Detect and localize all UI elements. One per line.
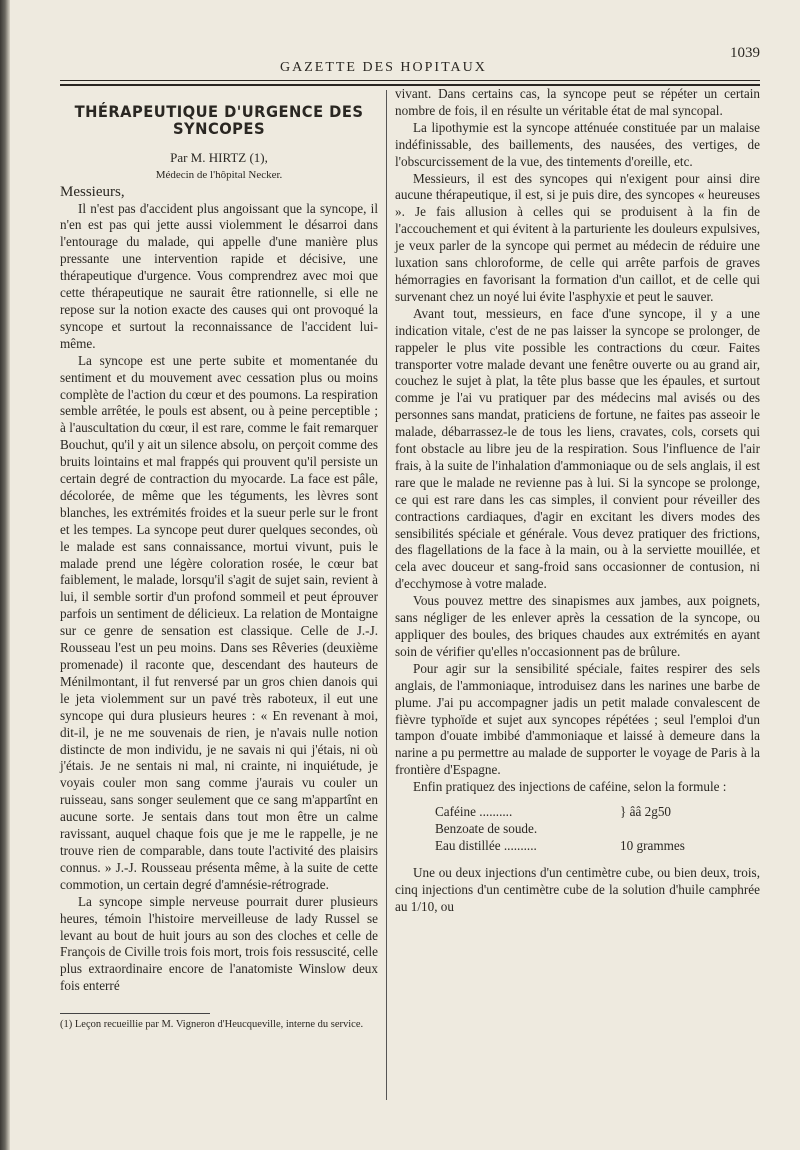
paragraph: La lipothymie est la syncope atténuée constituée par un malaise indéfinissable, des baillements, des nausées, des vertiges, de l'obscurcissement de la vue, des tintements d'oreille, etc. <box>395 119 760 169</box>
paragraph: Avant tout, messieurs, en face d'une syncope, il y a une indication vitale, c'est de ne pas laisser la syncope se prolonger, de rappeler le plus vite possible les contractions du cœur. Faites transporter votre malade devant une fenêtre ouverte ou au grand air, couchez le sujet à plat, la tête plus basse que les épaules, et surtout comme je l'ai vu pratiquer par des médecins mal avisés ou des personnes sans mandat, praticiens de fortune, ne faites pas asseoir le malade, débarrassez-le de tous les liens, cravates, cols, corsets qui font obstacle au libre jeu de la respiration. Sous l'influence de l'air frais, à la suite de l'inhalation d'ammoniaque ou de sels anglais, il est rare que le malade ne revienne pas à lui. Si la syncope se prolonge, ce qui est rare dans les cas simples, il convient pour réveiller des contractions cardiaques, d'agir en excitant les divers modes des sensibilités spéciale et générale. Vous devez pratiquer des frictions, des flagellations de la face à la main, ou à la serviette mouillée, et cela avec douceur et sang-froid sans occasionner de contusion, ni d'ecchymose à votre malade. <box>395 305 760 592</box>
page-header <box>60 45 760 80</box>
formula-ingredient: Caféine .......... <box>435 804 513 820</box>
book-binding-shadow <box>0 0 10 1150</box>
prescription-formula <box>435 804 760 855</box>
page-number: 1039 <box>730 45 760 61</box>
formula-quantity: 10 grammes <box>620 838 685 854</box>
paragraph: Pour agir sur la sensibilité spéciale, faites respirer des sels anglais, de l'ammoniaque, introduisez dans les narines une barbe de plume. J'ai pu accompagner jadis un petit malade convalescent de fièvre typhoïde et sujet aux syncopes répétées ; seul l'emploi d'un tampon d'ouate imbibé d'ammoniaque et laissé à demeure dans la narine a pu permettre au malade de supporter le voyage de Paris à la frontière d'Espagne. <box>395 660 760 778</box>
paragraph: La syncope simple nerveuse pourrait durer plusieurs heures, témoin l'histoire merveilleuse de lady Russel se levant au bout de huit jours au son des cloches et celle de François de Civille trois fois mort, trois fois ressuscité, celle plus extraordinaire encore de l'anatomiste Winslow deux fois enterré <box>60 893 378 994</box>
header-rule <box>60 80 760 81</box>
right-column <box>395 86 760 916</box>
paragraph: Une ou deux injections d'un centimètre cube, ou bien deux, trois, cinq injections d'un centimètre cube de la solution d'huile camphrée au 1/10, ou <box>395 865 760 914</box>
author-affiliation: Médecin de l'hôpital Necker. <box>155 168 283 181</box>
column-divider <box>386 90 387 1100</box>
formula-quantity: } ââ 2g50 <box>620 804 672 820</box>
formula-ingredient: Benzoate de soude. <box>435 821 538 837</box>
formula-ingredient: Eau distillée .......... <box>435 838 537 854</box>
article-title: THÉRAPEUTIQUE D'URGENCE DES SYNCOPES <box>74 102 364 138</box>
footnote: (1) Leçon recueillie par M. Vigneron d'Heucqueville, interne du service. <box>60 1019 364 1031</box>
left-column <box>60 100 378 1031</box>
paragraph: La syncope est une perte subite et momentanée du sentiment et du mouvement avec cessation plus ou moins complète de l'action du cœur et des poumons. La respiration semble arrêtée, le pouls est absent, ou à peine perceptible ; à l'auscultation du cœur, il est rare, comme le fait remarquer Bouchut, qu'il y ait un silence absolu, on perçoit comme des bruits lointains et mal frappés qui prouvent qu'il persiste un certain degré de contraction du myocarde. La face est pâle, décolorée, de même que les téguments, les lèvres sont blanches, les extrémités froides et la sueur perle sur le front et les tempes. La syncope peut durer quelques secondes, où le malade est sans connaissance, mortui vivunt, puis le malade prend une légère coloration rosée, le cœur bat faiblement, le malade, lorsqu'il s'agit de sujet sain, revient à lui, il semble sortir d'un profond sommeil et peut éprouver parfois un sentiment de délicieux. La relation de Montaigne sur ce genre de sensation est classique. Celle de J.-J. Rousseau l'est un peu moins. Dans ses Rêveries (deuxième promenade) il raconte que, descendant des hauteurs de Ménilmontant, il fut renversé par un gros chien danois qui le jeta violemment sur un pavé très raboteux, il eut une syncope qui dura plusieurs heures : « En revenant à moi, dit-il, je ne me souvenais de rien, je n'avais nulle notion distincte de mon individu, je ne savais ni qui j'étais, ni où j'étais. Je ne sentais ni mal, ni crainte, ni inquiétude, je voyais couler mon sang comme j'aurais vu couler un ruisseau, sans songer seulement que ce sang m'appartînt en aucune sorte. Je sentais dans tout mon être un calme ravissant, auquel chaque fois que je me le rappelle, je ne trouve rien de comparable, dans toute l'activité des plaisirs connus. » J.-J. Rousseau présenta même, à la suite de cette commotion, un certain degré d'amnésie-rétrograde. <box>60 352 378 892</box>
running-title: GAZETTE DES HOPITAUX <box>280 60 487 75</box>
paragraph: Messieurs, il est des syncopes qui n'exigent pour ainsi dire aucune thérapeutique, il est, si je puis dire, des syncopes « heureuses ». Je fais allusion à celles qui se produisent à la fin de l'accouchement et qui évitent à la parturiente les douleurs expulsives, je veux parler de la syncope qui permet au médecin de réduire une luxation sans chloroforme, de celle qui arrête parfois de graves hémorragies en favorisant la formation d'un caillot, et de celle qui survenant chez un noyé lui évite l'asphyxie et peut le sauver. <box>395 170 760 304</box>
article-byline: Par M. HIRTZ (1), <box>170 149 268 165</box>
paragraph: Enfin pratiquez des injections de caféine, selon la formule : <box>413 779 727 795</box>
salutation: Messieurs, <box>60 183 125 200</box>
paragraph: Vous pouvez mettre des sinapismes aux jambes, aux poignets, sans négliger de les enlever après la cessation de la syncope, ou appliquer des boules, des briques chaudes aux extrémités en ayant soin de vérifier qu'elles n'occasionnent pas de brûlure. <box>395 593 760 659</box>
footnote-rule <box>60 1013 210 1014</box>
paragraph: Il n'est pas d'accident plus angoissant que la syncope, il n'en est pas qui jette aussi violemment le désarroi dans l'entourage du malade, qui appelle d'une manière plus pressante une intervention rapide et décisive, une thérapeutique d'urgence. Vous comprendrez avec moi que cette thérapeutique ne saurait être rationnelle, si elle ne repose sur la notion exacte des causes qui ont provoqué la syncope et surtout la reconnaissance de l'accident lui-même. <box>60 200 378 351</box>
paragraph: vivant. Dans certains cas, la syncope peut se répéter un certain nombre de fois, il en résulte un véritable état de mal syncopal. <box>395 86 760 118</box>
